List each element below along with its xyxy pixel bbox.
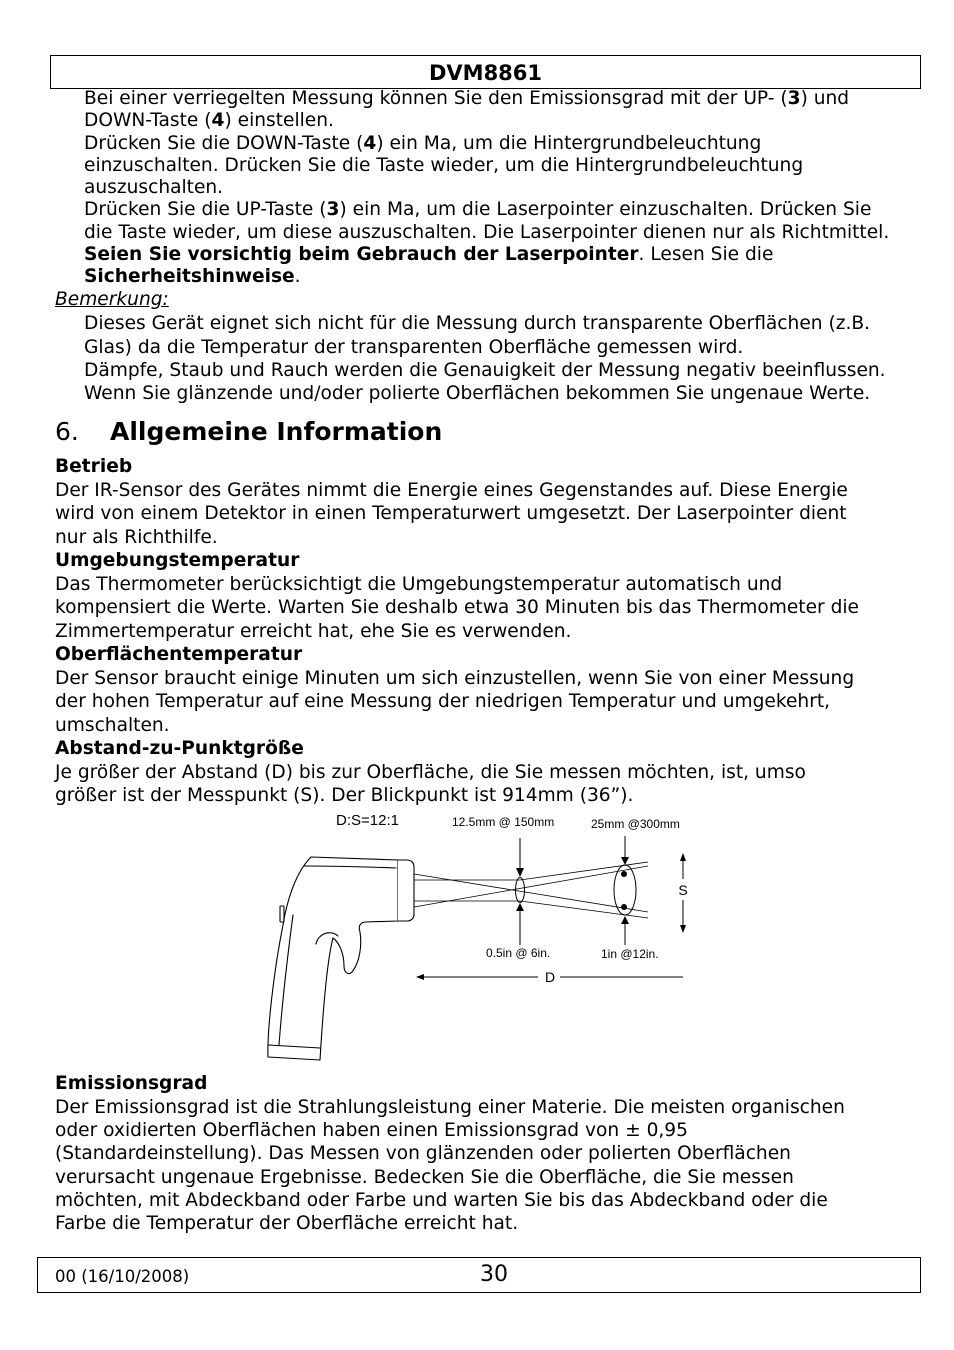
text-line: Der Emissionsgrad ist die Strahlungsleistung einer Materie. Die meisten organischen: [55, 1096, 845, 1118]
far-spot-imperial-label: 1in @12in.: [601, 947, 659, 961]
subsection-heading: Oberflächentemperatur: [55, 644, 303, 666]
spot-label: S: [678, 882, 688, 898]
text-line: [84, 199, 889, 221]
key-number: 4: [211, 110, 225, 132]
text-segment: Drücken Sie die UP-Taste (: [84, 199, 327, 221]
text-line: Farbe die Temperatur der Oberfläche erreicht hat.: [55, 1213, 519, 1235]
near-spot-imperial-label: 0.5in @ 6in.: [486, 946, 551, 960]
text-line: Der Sensor braucht einige Minuten um sich einzustellen, wenn Sie von einer Messung: [55, 667, 855, 689]
text-segment: . Lesen Sie die: [638, 243, 774, 265]
text-line: [84, 133, 889, 155]
text-line: der hohen Temperatur auf eine Messung der niedrigen Temperatur und umgekehrt,: [55, 691, 831, 713]
text-line: Der IR-Sensor des Gerätes nimmt die Energie eines Gegenstandes auf. Diese Energie: [55, 479, 848, 501]
section-title: Allgemeine Information: [110, 417, 443, 446]
text-line: [84, 222, 889, 244]
arrow-up-icon: [516, 903, 524, 911]
text-line: wird von einem Detektor in einen Temperaturwert umgesetzt. Der Laserpointer dient: [55, 503, 847, 525]
text-segment: Bei einer verriegelten Messung können Sie den Emissionsgrad mit der UP- (: [84, 88, 788, 109]
text-segment: auszuschalten.: [84, 177, 224, 198]
document-title: DVM8861: [428, 61, 543, 85]
arrow-up-icon: [680, 853, 686, 861]
spot-dot: [621, 904, 627, 910]
text-line: Je größer der Abstand (D) bis zur Oberfläche, die Sie messen möchten, ist, umso: [55, 761, 806, 783]
text-line: verursacht ungenaue Ergebnisse. Bedecken Sie die Oberfläche, die Sie messen: [55, 1166, 794, 1188]
text-line: umschalten.: [55, 714, 170, 736]
text-line: [84, 88, 889, 110]
text-line: Zimmertemperatur erreicht hat, ehe Sie es verwenden.: [55, 620, 572, 642]
subsection-heading: Abstand-zu-Punktgröße: [55, 738, 304, 760]
measurement-beam: [414, 862, 648, 918]
key-number: 3: [787, 88, 801, 109]
text-segment: ) einstellen.: [224, 110, 334, 132]
text-segment: die Taste wieder, um diese auszuschalten. Die Laserpointer dienen nur als Richtmittel.: [84, 221, 890, 243]
text-line: [84, 177, 889, 199]
near-spot-ellipse: [516, 878, 525, 903]
subsection-heading: Umgebungstemperatur: [55, 550, 300, 572]
distance-label: D: [544, 969, 556, 985]
text-segment: ) ein Ma, um die Laserpointer einzuschalten. Drücken Sie: [339, 199, 872, 221]
page-number: 30: [480, 1262, 508, 1287]
text-line: Glas) da die Temperatur der transparenten Oberfläche gemessen wird.: [84, 336, 744, 358]
text-segment: Drücken Sie die DOWN-Taste (: [84, 132, 364, 154]
text-segment: ) ein Ma, um die Hintergrundbeleuchtung: [376, 132, 762, 154]
arrow-down-icon: [680, 925, 686, 933]
thermometer-gun-drawing: [268, 857, 414, 1060]
text-segment: .: [294, 266, 301, 287]
gun-muzzle: [398, 860, 414, 921]
text-line: Das Thermometer berücksichtigt die Umgebungstemperatur automatisch und: [55, 573, 783, 595]
section-body: [55, 455, 859, 808]
button-instructions: [84, 88, 889, 288]
key-number: 4: [363, 132, 377, 154]
text-line: größer ist der Messpunkt (S). Der Blickpunkt ist 914mm (36”).: [55, 785, 634, 807]
ratio-label: D:S=12:1: [336, 812, 399, 829]
distance-to-spot-diagram: [260, 805, 700, 1070]
text-line: [84, 155, 889, 177]
pointer-arrows: [516, 836, 629, 945]
header-box: [50, 55, 921, 89]
emissivity-section: [55, 1072, 845, 1235]
subsection-heading: Emissionsgrad: [55, 1073, 208, 1095]
section-number: 6.: [55, 417, 79, 446]
text-line: Dämpfe, Staub und Rauch werden die Genauigkeit der Messung negativ beeinflussen.: [84, 359, 886, 381]
text-line: nur als Richthilfe.: [55, 526, 218, 548]
safety-instructions-bold: Sicherheitshinweise: [84, 266, 295, 287]
beam-line: [414, 901, 648, 918]
text-segment: DOWN-Taste (: [84, 110, 212, 132]
spot-dot: [621, 871, 627, 877]
text-line: Wenn Sie glänzende und/oder polierte Oberflächen bekommen Sie ungenaue Werte.: [84, 383, 871, 405]
text-line: [84, 110, 889, 132]
arrow-down-icon: [516, 868, 524, 877]
arrow-left-icon: [416, 974, 424, 980]
text-line: [84, 244, 889, 266]
text-line: Dieses Gerät eignet sich nicht für die Messung durch transparente Oberflächen (z.B.: [84, 313, 871, 335]
laser-warning-bold: Seien Sie vorsichtig beim Gebrauch der Laserpointer: [84, 243, 639, 265]
footer-revision: 00 (16/10/2008): [55, 1267, 190, 1286]
text-segment: ) und: [800, 88, 850, 109]
remark-label: Bemerkung:: [55, 289, 169, 310]
near-spot-metric-label: 12.5mm @ 150mm: [452, 815, 555, 829]
text-line: oder oxidierten Oberflächen haben einen Emissionsgrad von ± 0,95: [55, 1119, 688, 1141]
text-line: kompensiert die Werte. Warten Sie deshalb etwa 30 Minuten bis das Thermometer die: [55, 597, 859, 619]
arrow-down-icon: [621, 857, 629, 865]
remark-text: [84, 312, 886, 405]
text-line: möchten, mit Abdeckband oder Farbe und warten Sie bis das Abdeckband oder die: [55, 1189, 828, 1211]
text-line: [84, 266, 889, 288]
key-number: 3: [326, 199, 340, 221]
text-segment: einzuschalten. Drücken Sie die Taste wieder, um die Hintergrundbeleuchtung: [84, 154, 804, 176]
subsection-heading: Betrieb: [55, 456, 133, 478]
beam-line: [414, 862, 648, 880]
arrow-up-icon: [621, 916, 629, 924]
far-spot-metric-label: 25mm @300mm: [591, 817, 680, 831]
text-line: (Standardeinstellung). Das Messen von glänzenden oder polierten Oberflächen: [55, 1143, 791, 1165]
